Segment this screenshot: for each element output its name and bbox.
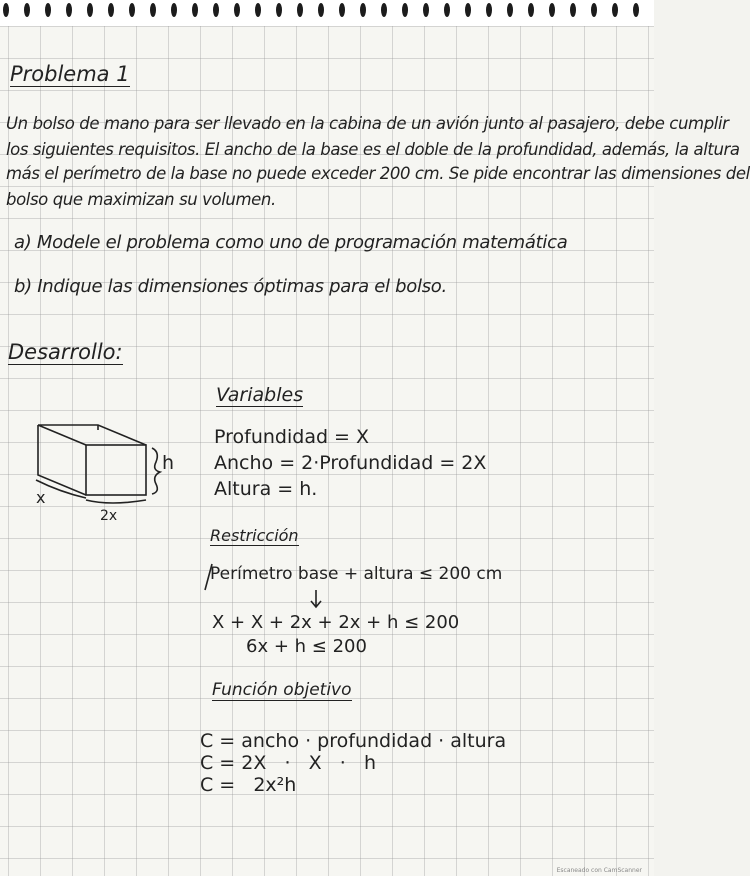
- spiral-ring: [234, 3, 240, 17]
- spiral-ring: [66, 3, 72, 17]
- spiral-ring: [150, 3, 156, 17]
- spiral-ring: [381, 3, 387, 17]
- spiral-ring: [570, 3, 576, 17]
- variables-line-1: Profundidad = X: [214, 426, 370, 448]
- figure-width-label: 2x: [100, 508, 118, 524]
- objective-heading: Función objetivo: [212, 680, 352, 700]
- statement-line-2: los siguientes requisitos. El ancho de la base es el doble de la profundidad, además, la altura: [6, 140, 740, 159]
- objective-line-1: C = ancho · profundidad · altura: [200, 730, 507, 752]
- spiral-ring: [360, 3, 366, 17]
- spiral-ring: [444, 3, 450, 17]
- variables-line-3: Altura = h.: [214, 478, 318, 500]
- problem-title: Problema 1: [10, 62, 130, 86]
- spiral-rings: [3, 3, 639, 17]
- spiral-ring: [276, 3, 282, 17]
- statement-line-3: más el perímetro de la base no puede exceder 200 cm. Se pide encontrar las dimensiones del: [6, 164, 750, 183]
- spiral-ring: [108, 3, 114, 17]
- figure-height-label: h: [162, 452, 175, 474]
- spiral-ring: [402, 3, 408, 17]
- restriction-line-2: X + X + 2x + 2x + h ≤ 200: [212, 612, 460, 633]
- spiral-ring: [465, 3, 471, 17]
- statement-line-1: Un bolso de mano para ser llevado en la cabina de un avión junto al pasajero, debe cumplir: [6, 114, 729, 133]
- spiral-ring: [171, 3, 177, 17]
- spiral-ring: [612, 3, 618, 17]
- spiral-ring: [486, 3, 492, 17]
- spiral-ring: [87, 3, 93, 17]
- spiral-ring: [129, 3, 135, 17]
- variables-heading: Variables: [216, 384, 304, 406]
- spiral-ring: [549, 3, 555, 17]
- spiral-ring: [528, 3, 534, 17]
- spiral-ring: [45, 3, 51, 17]
- restriction-line-1: Perímetro base + altura ≤ 200 cm: [210, 564, 503, 584]
- item-b: b) Indique las dimensiones óptimas para el bolso.: [14, 276, 447, 297]
- spiral-ring: [507, 3, 513, 17]
- spiral-ring: [591, 3, 597, 17]
- objective-line-3: C = 2x²h: [200, 774, 297, 796]
- spiral-ring: [192, 3, 198, 17]
- spiral-ring: [213, 3, 219, 17]
- spiral-ring: [633, 3, 639, 17]
- spiral-ring: [339, 3, 345, 17]
- scanner-footer: Escaneado con CamScanner: [556, 867, 642, 874]
- spiral-ring: [24, 3, 30, 17]
- restriction-heading: Restricción: [210, 526, 299, 545]
- variables-line-2: Ancho = 2·Profundidad = 2X: [214, 452, 487, 474]
- restriction-arrow: [308, 586, 318, 600]
- spiral-ring: [255, 3, 261, 17]
- spiral-ring: [3, 3, 9, 17]
- development-heading: Desarrollo:: [8, 340, 123, 364]
- figure-depth-label: x: [36, 488, 46, 507]
- item-a: a) Modele el problema como uno de programación matemática: [14, 232, 568, 253]
- spiral-ring: [318, 3, 324, 17]
- spiral-ring: [423, 3, 429, 17]
- restriction-line-3: 6x + h ≤ 200: [246, 636, 367, 657]
- statement-line-4: bolso que maximizan su volumen.: [6, 190, 276, 209]
- spiral-ring: [297, 3, 303, 17]
- objective-line-2: C = 2X · X · h: [200, 752, 376, 774]
